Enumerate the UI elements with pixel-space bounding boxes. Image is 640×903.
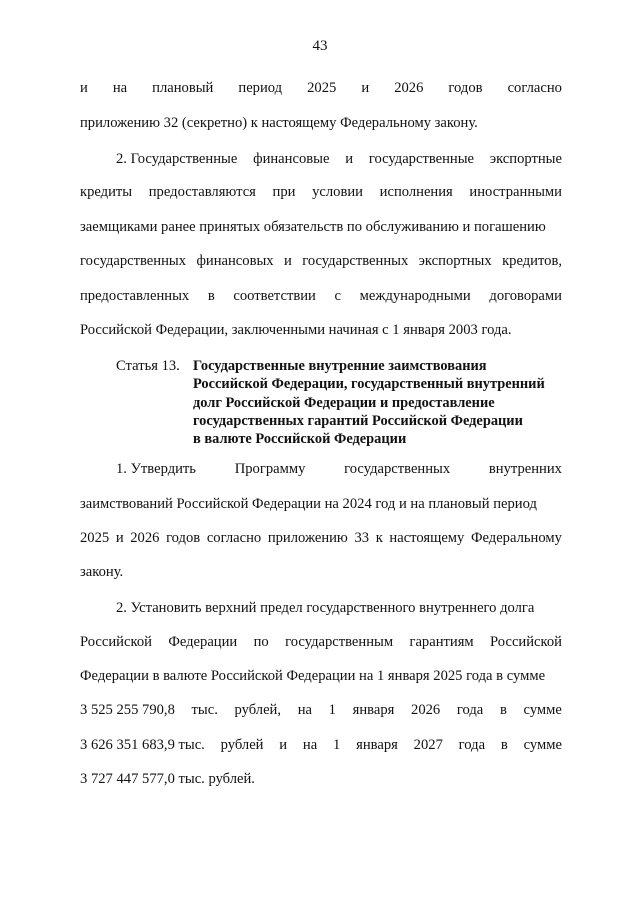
word: 3 525 255 790,8 [80, 702, 175, 718]
word: на [302, 737, 318, 753]
word: предоставленных [80, 288, 190, 304]
word: Федерации [168, 634, 238, 650]
word: в [499, 702, 507, 718]
word: на [112, 80, 128, 96]
word: с [334, 288, 341, 304]
word: года [456, 702, 484, 718]
word: договорами [489, 288, 562, 304]
word: при [272, 184, 296, 200]
word: и [284, 253, 292, 269]
word: сумме [523, 737, 562, 753]
word: гарантиям [409, 634, 474, 650]
word: кредитов, [502, 253, 562, 269]
word: приложению [267, 530, 348, 546]
word: 2. Государственные [116, 151, 238, 167]
word: государственных [302, 253, 409, 269]
word: в [500, 737, 508, 753]
word: 1 [328, 702, 336, 718]
paragraph-1-line-2: приложению 32 (секретно) к настоящему Федеральному закону. [80, 115, 478, 131]
word: годов [166, 530, 201, 546]
article-title [193, 357, 573, 448]
word: 2026 [130, 530, 160, 546]
paragraph-2-line-5 [80, 287, 562, 305]
word: в [207, 288, 215, 304]
word: 1. Утвердить [116, 461, 196, 477]
word: года [458, 737, 486, 753]
paragraph-4-line-2 [80, 633, 562, 651]
paragraph-4-line-5 [80, 736, 562, 754]
word: экспортных [418, 253, 492, 269]
paragraph-4-line-4 [80, 701, 562, 719]
word: рублей, [234, 702, 282, 718]
word: 2026 [411, 702, 441, 718]
word: января [356, 737, 398, 753]
word: по [253, 634, 269, 650]
paragraph-3-line-2: заимствований Российской Федерации на 2024 год и на плановый период [80, 496, 537, 512]
paragraph-4-line-1: 2. Установить верхний предел государственного внутреннего долга [116, 600, 535, 616]
word: государственных [80, 253, 187, 269]
word: января [352, 702, 395, 718]
paragraph-1-line-1 [80, 79, 562, 97]
word: Российской [490, 634, 562, 650]
article-title-line: Российской Федерации, государственный внутренний [193, 376, 545, 393]
word: Российской [80, 634, 152, 650]
word: финансовые [253, 151, 330, 167]
paragraph-3-line-4: закону. [80, 564, 124, 580]
article-title-line: государственных гарантий Российской Федерации [193, 412, 523, 429]
paragraph-4-line-3: Федерации в валюте Российской Федерации на 1 января 2025 года в сумме [80, 668, 546, 684]
word: и [115, 530, 124, 546]
word: 2027 [413, 737, 443, 753]
word: согласно [507, 80, 562, 96]
word: 2025 [80, 530, 110, 546]
word: 2026 [394, 80, 424, 96]
word: годов [448, 80, 483, 96]
word: предоставляются [148, 184, 256, 200]
word: экспортные [489, 151, 562, 167]
word: 33 [354, 530, 370, 546]
paragraph-2-line-1 [116, 150, 562, 168]
word: к [375, 530, 383, 546]
article-title-line: долг Российской Федерации и предоставление [193, 394, 495, 411]
word: Программу [234, 461, 306, 477]
word: и [80, 80, 88, 96]
word: внутренних [488, 461, 562, 477]
word: исполнения [379, 184, 453, 200]
word: Федеральному [470, 530, 562, 546]
paragraph-3-line-1 [116, 460, 562, 478]
word: и [361, 80, 370, 96]
page-number: 43 [312, 38, 328, 54]
word: на [297, 702, 312, 718]
article-title-line: в валюте Российской Федерации [193, 431, 407, 448]
word: плановый [152, 80, 214, 96]
paragraph-4-line-6: 3 727 447 577,0 тыс. рублей. [80, 771, 255, 787]
paragraph-3-line-3 [80, 529, 562, 547]
word: кредиты [80, 184, 133, 200]
word: финансовых [196, 253, 274, 269]
paragraph-2-line-4 [80, 252, 562, 270]
word: международными [359, 288, 471, 304]
word: условии [312, 184, 363, 200]
word: 1 [333, 737, 341, 753]
word: государственные [368, 151, 475, 167]
word: рублей [220, 737, 264, 753]
word: 3 626 351 683,9 тыс. [80, 737, 205, 753]
word: соответствии [233, 288, 316, 304]
word: период [238, 80, 283, 96]
article-label: Статья 13. [116, 358, 180, 374]
word: сумме [523, 702, 562, 718]
word: и [279, 737, 288, 753]
word: государственных [344, 461, 451, 477]
word: согласно [206, 530, 262, 546]
article-title-line: Государственные внутренние заимствования [193, 358, 487, 374]
word: 2025 [307, 80, 337, 96]
word: настоящему [389, 530, 465, 546]
word: тыс. [191, 702, 218, 718]
word: и [345, 151, 354, 167]
paragraph-2-line-2 [80, 183, 562, 201]
paragraph-2-line-6: Российской Федерации, заключенными начиная с 1 января 2003 года. [80, 322, 512, 338]
paragraph-2-line-3: заемщиками ранее принятых обязательств по обслуживанию и погашению [80, 219, 546, 235]
word: иностранными [469, 184, 562, 200]
word: государственным [285, 634, 394, 650]
